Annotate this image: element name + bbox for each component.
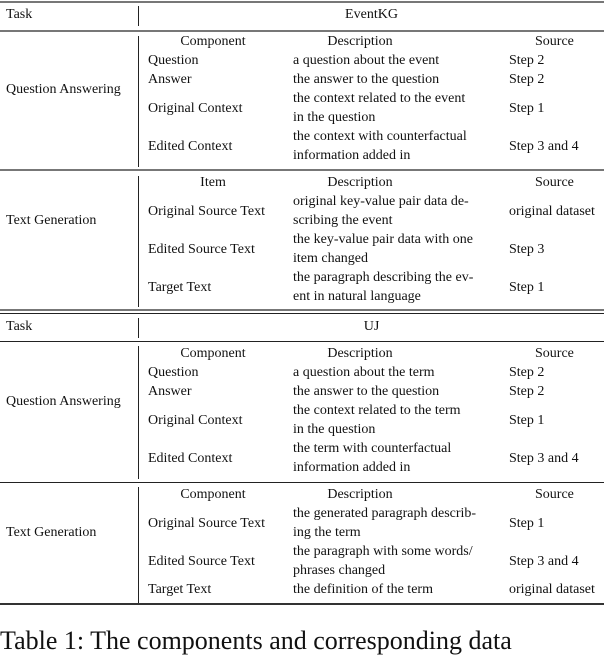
header-rule — [0, 30, 604, 32]
header-rule — [0, 341, 604, 342]
column-header-description: Description — [327, 487, 393, 502]
column-header-source: Source — [535, 34, 574, 49]
source-cell: Step 3 and 4 — [509, 451, 579, 466]
component-cell: Original Context — [148, 101, 243, 116]
description-cell: the context related to the term — [293, 403, 461, 418]
column-header-component: Component — [180, 34, 246, 49]
component-cell: Edited Context — [148, 139, 233, 154]
description-cell-cont: in the question — [293, 422, 376, 437]
component-cell: Original Context — [148, 413, 243, 428]
section-separator-rule — [0, 313, 604, 314]
source-cell: Step 1 — [509, 516, 545, 531]
task-label: Question Answering — [6, 82, 121, 97]
component-cell: Question — [148, 53, 199, 68]
bottom-rule — [0, 603, 604, 605]
task-label: Question Answering — [6, 394, 121, 409]
description-cell: original key-value pair data de- — [293, 194, 469, 209]
source-cell: Step 3 — [509, 242, 545, 257]
description-cell-cont: phrases changed — [293, 563, 386, 578]
top-rule — [0, 1, 604, 3]
description-cell-cont: information added in — [293, 460, 411, 475]
source-cell: Step 3 and 4 — [509, 139, 579, 154]
description-cell: the generated paragraph describ- — [293, 506, 477, 521]
description-cell-cont: ent in natural language — [293, 289, 421, 304]
task-header: Task — [6, 7, 33, 22]
column-divider — [138, 36, 139, 167]
source-cell: original dataset — [509, 582, 595, 597]
column-header-description: Description — [327, 34, 393, 49]
section-separator-rule — [0, 309, 604, 311]
column-header-component: Component — [180, 487, 246, 502]
description-cell: the key-value pair data with one — [293, 232, 473, 247]
component-cell: Edited Source Text — [148, 554, 255, 569]
description-cell: the answer to the question — [293, 72, 440, 87]
task-header: Task — [6, 319, 33, 334]
description-cell-cont: scribing the event — [293, 213, 393, 228]
group-rule — [0, 169, 604, 171]
column-header-source: Source — [535, 346, 574, 361]
column-divider — [138, 176, 139, 307]
description-cell: the context with counterfactual — [293, 129, 467, 144]
description-cell: a question about the event — [293, 53, 440, 68]
description-cell: the definition of the term — [293, 582, 433, 597]
column-header-source: Source — [535, 487, 574, 502]
source-cell: Step 2 — [509, 384, 545, 399]
dataset-title: EventKG — [345, 7, 398, 22]
component-cell: Edited Context — [148, 451, 233, 466]
description-cell: the answer to the question — [293, 384, 440, 399]
component-cell: Answer — [148, 72, 192, 87]
column-header-description: Description — [327, 346, 393, 361]
component-cell: Question — [148, 365, 199, 380]
source-cell: Step 2 — [509, 53, 545, 68]
component-cell: Answer — [148, 384, 192, 399]
task-label: Text Generation — [6, 525, 97, 540]
source-cell: Step 1 — [509, 280, 545, 295]
component-cell: Original Source Text — [148, 516, 265, 531]
description-cell: the context related to the event — [293, 91, 466, 106]
table-caption: Table 1: The components and corresponding data — [0, 626, 512, 655]
item-cell: Original Source Text — [148, 204, 265, 219]
component-cell: Target Text — [148, 582, 212, 597]
task-label: Text Generation — [6, 213, 97, 228]
description-cell-cont: item changed — [293, 251, 369, 266]
column-divider — [138, 487, 139, 603]
source-cell: Step 3 and 4 — [509, 554, 579, 569]
description-cell-cont: in the question — [293, 110, 376, 125]
source-cell: Step 2 — [509, 365, 545, 380]
description-cell: the paragraph describing the ev- — [293, 270, 474, 285]
item-cell: Edited Source Text — [148, 242, 255, 257]
item-cell: Target Text — [148, 280, 212, 295]
description-cell: the paragraph with some words/ — [293, 544, 473, 559]
source-cell: original dataset — [509, 204, 595, 219]
dataset-title: UJ — [363, 319, 380, 334]
column-divider — [138, 346, 139, 479]
column-header-item: Item — [200, 175, 226, 190]
description-cell-cont: ing the term — [293, 525, 361, 540]
column-header-component: Component — [180, 346, 246, 361]
description-cell-cont: information added in — [293, 148, 411, 163]
source-cell: Step 1 — [509, 413, 545, 428]
description-cell: a question about the term — [293, 365, 435, 380]
description-cell: the term with counterfactual — [293, 441, 452, 456]
column-header-source: Source — [535, 175, 574, 190]
source-cell: Step 2 — [509, 72, 545, 87]
group-rule — [0, 482, 604, 483]
column-header-description: Description — [327, 175, 393, 190]
source-cell: Step 1 — [509, 101, 545, 116]
